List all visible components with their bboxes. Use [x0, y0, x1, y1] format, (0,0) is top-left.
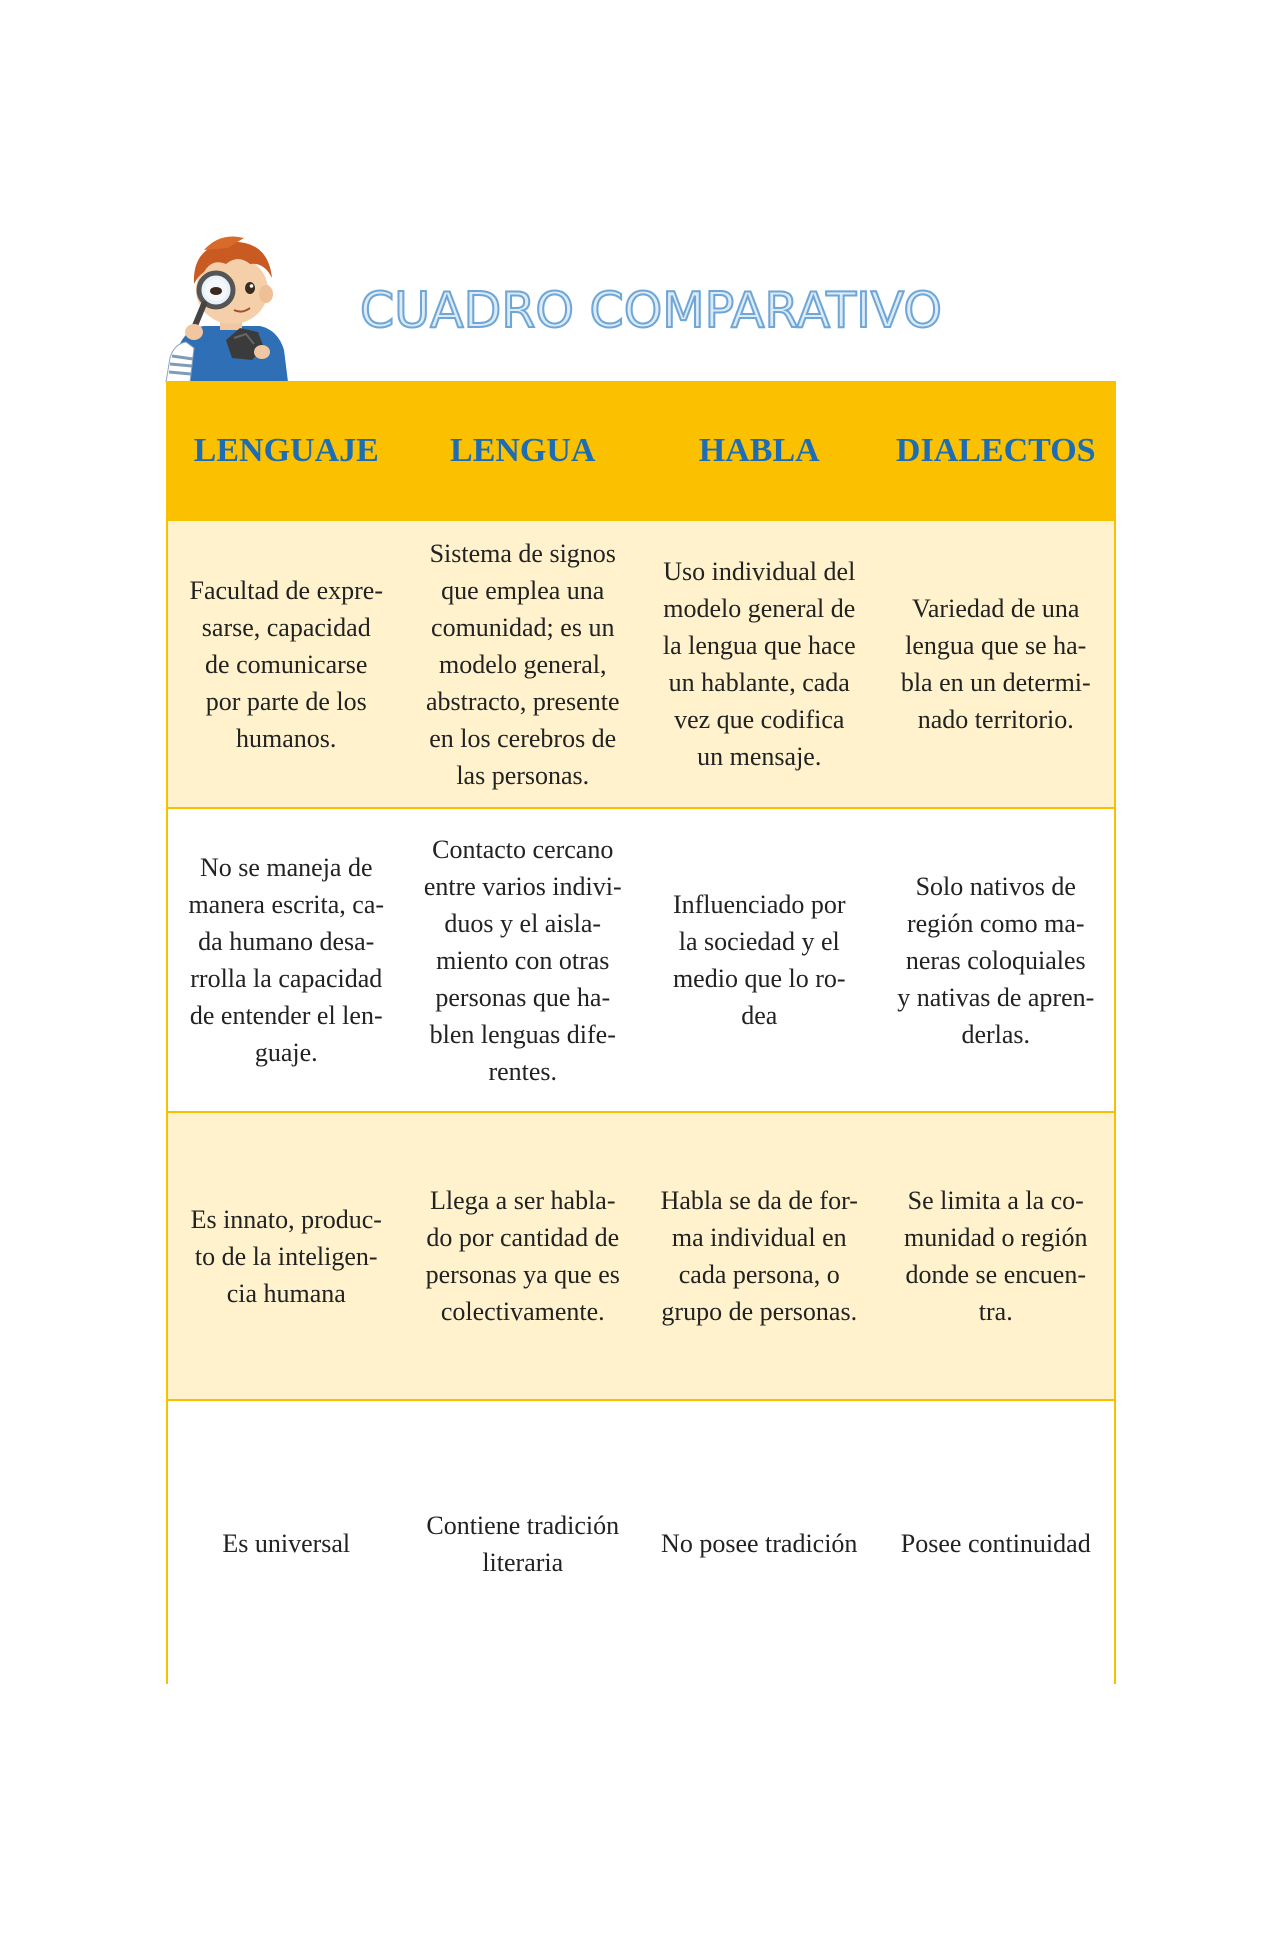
table-row	[168, 1400, 1114, 1686]
table-cell	[878, 808, 1115, 1112]
table-cell	[878, 520, 1115, 808]
cell-text: Habla se da de for- ma individual en cada persona, o grupo de personas.	[660, 1186, 858, 1326]
cell-text: Es innato, produc- to de la inteligen- cia humana	[190, 1204, 382, 1308]
table-row	[168, 1112, 1114, 1400]
cell-text: Se limita a la co- munidad o región donde se encuen- tra.	[904, 1186, 1088, 1326]
column-header-lengua: LENGUA	[405, 383, 642, 520]
table-cell	[405, 1112, 642, 1400]
cell-text: Llega a ser habla- do por cantidad de personas ya que es colectivamente.	[425, 1186, 620, 1326]
table-row	[168, 520, 1114, 808]
table-header-row	[168, 383, 1114, 520]
table-cell	[405, 1400, 642, 1686]
column-header-lenguaje: LENGUAJE	[168, 383, 405, 520]
table-cell	[168, 520, 405, 808]
cell-text: Contiene tradición literaria	[426, 1510, 620, 1577]
page-title: CUADRO COMPARATIVO	[360, 282, 942, 339]
cell-text: Facultad de expre- sarse, capacidad de comunicarse por parte de los humanos.	[189, 575, 383, 753]
table-cell	[641, 1112, 878, 1400]
cell-text: Variedad de una lengua que se ha- bla en un determi- nado territorio.	[900, 594, 1091, 734]
table-cell	[168, 808, 405, 1112]
table-row	[168, 808, 1114, 1112]
table-cell	[641, 1400, 878, 1686]
cell-text: Contacto cercano entre varios indivi- duos y el aisla- miento con otras personas que ha- blen lenguas dife- rentes.	[423, 834, 622, 1086]
cell-text: Posee continuidad	[900, 1529, 1091, 1558]
table-cell	[641, 520, 878, 808]
table-cell	[168, 1112, 405, 1400]
cell-text: Es universal	[222, 1529, 351, 1558]
table-cell	[405, 808, 642, 1112]
table-cell	[878, 1400, 1115, 1686]
cell-text: No posee tradición	[661, 1529, 858, 1558]
cell-text: Sistema de signos que emplea una comunidad; es un modelo general, abstracto, presente en los cerebros de las personas.	[426, 538, 620, 790]
column-header-habla: HABLA	[641, 383, 878, 520]
boy-with-magnifying-glass-icon	[164, 228, 296, 382]
cell-text: No se maneja de manera escrita, ca- da humano desa- rrolla la capacidad de entender el len- guaje.	[188, 853, 385, 1067]
table-cell	[168, 1400, 405, 1686]
cell-text: Solo nativos de región como ma- neras coloquiales y nativas de apren- derlas.	[897, 871, 1095, 1049]
comparison-table	[166, 381, 1116, 1684]
table-cell	[405, 520, 642, 808]
cell-text: Uso individual del modelo general de la lengua que hace un hablante, cada vez que codifica un mensaje.	[662, 557, 856, 771]
table-cell	[641, 808, 878, 1112]
cell-text: Influenciado por la sociedad y el medio que lo ro- dea	[672, 890, 846, 1030]
table-cell	[878, 1112, 1115, 1400]
column-header-dialectos: DIALECTOS	[878, 383, 1115, 520]
